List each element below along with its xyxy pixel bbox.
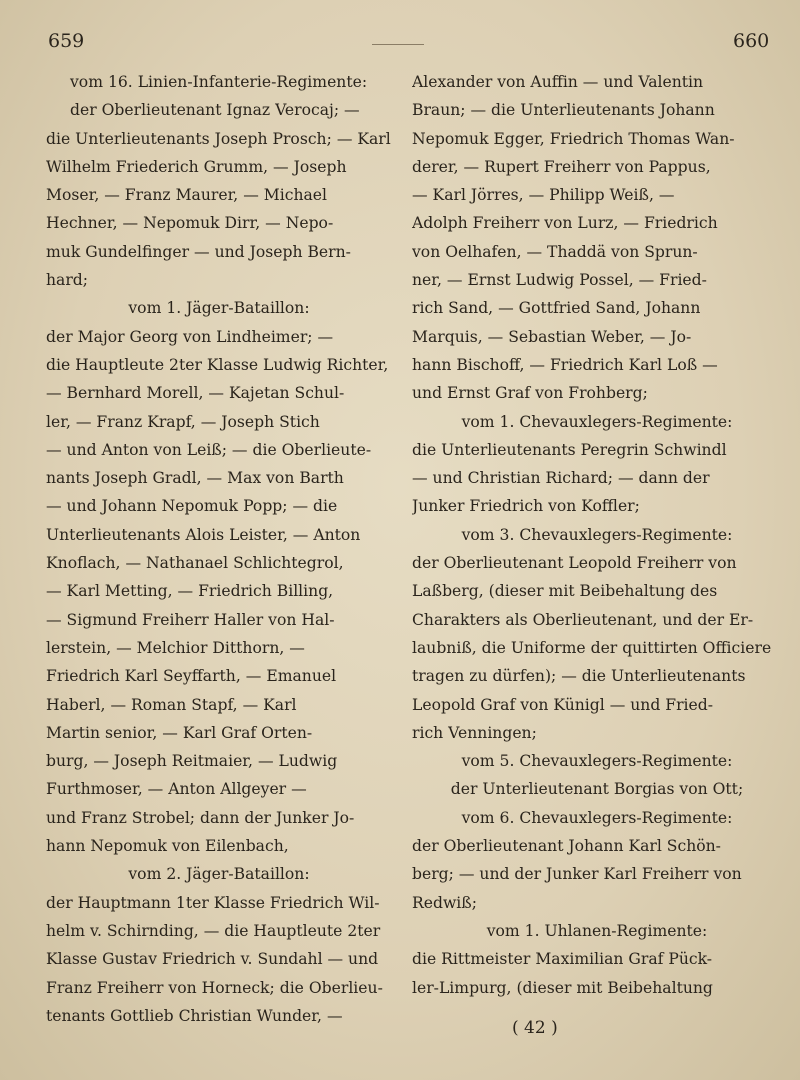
text-line: ler-Limpurg, (dieser mit Beibehaltung — [412, 978, 713, 997]
text-line: — Karl Jörres, — Philipp Weiß, — — [412, 186, 675, 205]
header-rule — [372, 44, 424, 45]
section-heading: vom 3. Chevauxlegers-Regimente: — [461, 525, 733, 544]
section-heading: vom 1. Jäger-Bataillon: — [128, 299, 310, 318]
text-line: tenants Gottlieb Christian Wunder, — — [46, 1006, 343, 1025]
text-line: Knoflach, — Nathanael Schlichtegrol, — [46, 554, 344, 573]
text-line: burg, — Joseph Reitmaier, — Ludwig — [46, 752, 338, 771]
text-line: nants Joseph Gradl, — Max von Barth — [46, 469, 344, 488]
text-line: Klasse Gustav Friedrich v. Sundahl — und — [46, 950, 379, 969]
text-line: ler, — Franz Krapf, — Joseph Stich — [46, 412, 320, 431]
text-line: Redwiß; — [412, 893, 477, 912]
text-line: der Oberlieutenant Ignaz Verocaj; — — [70, 101, 360, 120]
section-heading: vom 5. Chevauxlegers-Regimente: — [461, 752, 733, 771]
section-heading: vom 1. Uhlanen-Regimente: — [486, 921, 708, 940]
text-line: Friedrich Karl Seyffarth, — Emanuel — [46, 667, 337, 686]
text-line: Junker Friedrich von Koffler; — [412, 497, 640, 516]
text-line: — Karl Metting, — Friedrich Billing, — [46, 582, 334, 601]
text-line: lerstein, — Melchior Ditthorn, — — [46, 638, 305, 657]
page-number-right: 660 — [733, 30, 770, 52]
text-line: — und Johann Nepomuk Popp; — die — [46, 497, 338, 516]
text-line: derer, — Rupert Freiherr von Pappus, — [412, 157, 711, 176]
text-line: muk Gundelfinger — und Joseph Bern- — [46, 242, 351, 261]
text-line: der Major Georg von Lindheimer; — — [46, 327, 334, 346]
text-line: der Oberlieutenant Johann Karl Schön- — [412, 837, 721, 856]
text-line: rich Venningen; — [412, 723, 537, 742]
text-line: Wilhelm Friederich Grumm, — Joseph — [46, 157, 347, 176]
text-line: hann Bischoff, — Friedrich Karl Loß — — [412, 355, 718, 374]
text-line: die Unterlieutenants Joseph Prosch; — Karl — [46, 129, 391, 148]
section-heading: vom 2. Jäger-Bataillon: — [128, 865, 310, 884]
text-line: von Oelhafen, — Thaddä von Sprun- — [412, 242, 698, 261]
text-line: Leopold Graf von Künigl — und Fried- — [412, 695, 714, 714]
text-line: Adolph Freiherr von Lurz, — Friedrich — [412, 214, 718, 233]
left-column — [46, 68, 392, 1030]
text-line: ner, — Ernst Ludwig Possel, — Fried- — [412, 271, 707, 290]
text-line: Haberl, — Roman Stapf, — Karl — [46, 695, 297, 714]
text-line: berg; — und der Junker Karl Freiherr von — [412, 865, 742, 884]
text-line: die Rittmeister Maximilian Graf Pück- — [412, 950, 713, 969]
text-line: der Hauptmann 1ter Klasse Friedrich Wil- — [46, 893, 380, 912]
text-line: Alexander von Auffin — und Valentin — [412, 73, 704, 91]
text-line: die Hauptleute 2ter Klasse Ludwig Richter, — [46, 355, 389, 374]
text-line: tragen zu dürfen); — die Unterlieutenants — [412, 667, 746, 686]
text-line: — und Anton von Leiß; — die Oberlieute- — [46, 440, 372, 459]
text-line: hard; — [46, 271, 89, 290]
text-line: Marquis, — Sebastian Weber, — Jo- — [412, 327, 692, 346]
text-line: helm v. Schirnding, — die Hauptleute 2ter — [46, 921, 381, 940]
section-heading: vom 1. Chevauxlegers-Regimente: — [461, 412, 733, 431]
text-line: Furthmoser, — Anton Allgeyer — — [46, 780, 307, 799]
text-line: vom 16. Linien-Infanterie-Regimente: — [70, 73, 368, 91]
text-line: hann Nepomuk von Eilenbach, — [46, 837, 289, 856]
text-line: Moser, — Franz Maurer, — Michael — [46, 186, 328, 205]
page-number-left: 659 — [48, 30, 85, 52]
text-line: Charakters als Oberlieutenant, und der Er- — [412, 610, 754, 629]
text-line: Laßberg, (dieser mit Beibehaltung des — [412, 582, 718, 601]
text-line: — Sigmund Freiherr Haller von Hal- — [46, 610, 335, 629]
text-line: Franz Freiherr von Horneck; die Oberlieu- — [46, 978, 383, 997]
text-line: Braun; — die Unterlieutenants Johann — [412, 101, 715, 120]
text-line: — und Christian Richard; — dann der — [412, 469, 710, 488]
text-line: Unterlieutenants Alois Leister, — Anton — [46, 525, 361, 544]
text-line: und Ernst Graf von Frohberg; — [412, 384, 648, 403]
signature-mark: ( 42 ) — [512, 1018, 558, 1038]
text-line: Nepomuk Egger, Friedrich Thomas Wan- — [412, 129, 735, 148]
text-line: die Unterlieutenants Peregrin Schwindl — [412, 440, 727, 459]
right-column — [412, 68, 782, 1002]
section-heading: vom 6. Chevauxlegers-Regimente: — [461, 808, 733, 827]
text-line: der Oberlieutenant Leopold Freiherr von — [412, 554, 737, 573]
text-line: der Unterlieutenant Borgias von Ott; — [450, 780, 744, 799]
text-line: laubniß, die Uniforme der quittirten Officiere — [412, 638, 772, 657]
text-line: und Franz Strobel; dann der Junker Jo- — [46, 808, 355, 827]
text-line: — Bernhard Morell, — Kajetan Schul- — [46, 384, 345, 403]
text-line: Martin senior, — Karl Graf Orten- — [46, 723, 313, 742]
text-line: Hechner, — Nepomuk Dirr, — Nepo- — [46, 214, 334, 233]
text-line: rich Sand, — Gottfried Sand, Johann — [412, 299, 701, 318]
